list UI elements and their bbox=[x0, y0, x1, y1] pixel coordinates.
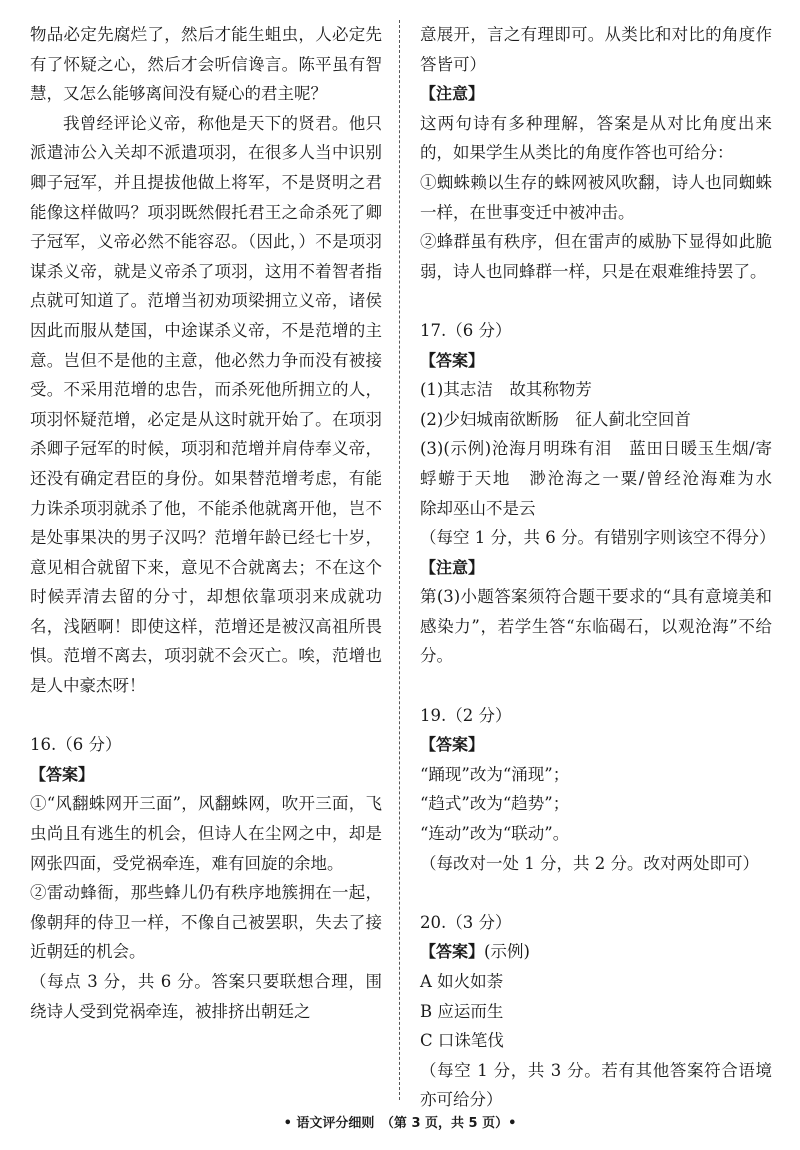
question-17-answer-tag: 【答案】 bbox=[420, 350, 485, 370]
question-16-point-1: ①“风翻蛛网开三面”，风翻蛛网，吹开三面，飞虫尚且有逃生的机会，但诗人在尘网之中，却是网张四面，受党祸牵连，难有回旋的余地。 bbox=[30, 794, 382, 873]
question-19-answer-tag: 【答案】 bbox=[420, 735, 485, 755]
question-16-alt-1: ①蜘蛛赖以生存的蛛网被风吹翻，诗人也同蜘蛛一样，在世事变迁中被冲击。 bbox=[420, 172, 772, 222]
translation-paragraph: 我曾经评论义帝，称他是天下的贤君。他只派遣沛公入关却不派遣项羽，在很多人当中识别卿子冠军，并且提拔他做上将军，不是贤明之君能像这样做吗？项羽既然假托君王之命杀死了卿子冠军，义帝必然不能容忍。（因此，）不是项羽谋杀义帝，就是义帝杀了项羽，这用不着智者指点就可知道了。范增当初劝项梁拥立义帝，诸侯因此而服从楚国，中途谋杀义帝，不是范增的主意。岂但不是他的主意，他必然力争而没有被接受。不采用范增的忠告，而杀死他所拥立的人，项羽怀疑范增，必定是从这时就开始了。在项羽杀卿子冠军的时候，项羽和范增并肩侍奉义帝，还没有确定君臣的身份。如果替范增考虑，有能力诛杀项羽就杀了他，不能杀他就离开他，岂不是处事果决的男子汉吗？范增年龄已经七十岁，意见相合就留下来，意见不合就离去；不在这个时候弄清去留的分寸，却想依靠项羽来成就功名，浅陋啊！即使这样，范增还是被汉高祖所畏惧。范增不离去，项羽就不会灭亡。唉，范增也是人中豪杰呀！ bbox=[30, 113, 382, 696]
question-20-answer-suffix: (示例) bbox=[484, 942, 530, 962]
column-divider bbox=[399, 20, 400, 1100]
question-16-note: （每点 3 分，共 6 分。答案只要联想合理，围绕诗人受到党祸牵连，被排挤出朝廷之 bbox=[30, 972, 382, 1021]
question-20-answer-c: C 口诛笔伐 bbox=[420, 1031, 504, 1051]
translation-continuation: 物品必定先腐烂了，然后才能生蛆虫，人必定先有了怀疑之心，然后才会听信谗言。陈平虽有智慧，又怎么能够离间没有疑心的君主呢？ bbox=[30, 25, 382, 104]
question-16-answer-tag: 【答案】 bbox=[30, 764, 95, 784]
question-20-scoring: （每空 1 分，共 3 分。若有其他答案符合语境亦可给分） bbox=[420, 1060, 772, 1110]
question-19-number: 19.（2 分） bbox=[420, 705, 512, 725]
question-20-answer-tag: 【答案】 bbox=[420, 942, 485, 962]
question-19-answer-2: “趋式”改为“趋势”； bbox=[420, 794, 570, 814]
question-17-attention-tag: 【注意】 bbox=[420, 557, 485, 577]
question-16-alt-2: ②蜂群虽有秩序，但在雷声的威胁下显得如此脆弱，诗人也同蜂群一样，只是在艰难维持罢了。 bbox=[420, 232, 772, 281]
question-20-answer-line bbox=[420, 937, 772, 967]
question-16-attention-text: 这两句诗有多种理解，答案是从对比角度出来的，如果学生从类比的角度作答也可给分： bbox=[420, 113, 772, 163]
question-16-number: 16.（6 分） bbox=[30, 735, 122, 755]
question-17-answer-1: (1)其志洁 故其称物芳 bbox=[420, 380, 592, 400]
question-17-answer-2: (2)少妇城南欲断肠 征人蓟北空回首 bbox=[420, 409, 691, 429]
question-16-point-2: ②雷动蜂衙，那些蜂儿仍有秩序地簇拥在一起，像朝拜的侍卫一样，不像自己被罢职，失去了接近朝廷的机会。 bbox=[30, 883, 382, 962]
question-20-answer-b: B 应运而生 bbox=[420, 1001, 504, 1021]
question-17-scoring: （每空 1 分，共 6 分。有错别字则该空不得分） bbox=[420, 528, 776, 548]
question-16-note-continuation: 意展开，言之有理即可。从类比和对比的角度作答皆可） bbox=[420, 25, 772, 74]
question-17-number: 17.（6 分） bbox=[420, 320, 512, 340]
question-19-answer-1: “踊现”改为“涌现”； bbox=[420, 764, 570, 784]
page-footer: • 语文评分细则 （第 3 页，共 5 页）• bbox=[283, 1116, 517, 1131]
question-17-answer-3: (3)(示例)沧海月明珠有泪 蓝田日暖玉生烟/寄蜉蝣于天地 渺沧海之一粟/曾经沧海难为水 除却巫山不是云 bbox=[420, 439, 789, 518]
question-20-number: 20.（3 分） bbox=[420, 912, 512, 932]
question-20-answer-a: A 如火如荼 bbox=[420, 972, 504, 991]
left-column bbox=[30, 20, 382, 1026]
question-19-answer-3: “连动”改为“联动”。 bbox=[420, 824, 570, 844]
question-16-attention-tag: 【注意】 bbox=[420, 84, 485, 104]
question-17-attention-text: 第(3)小题答案须符合题干要求的“具有意境美和感染力”，若学生答“东临碣石，以观沧海”不给分。 bbox=[420, 587, 772, 666]
right-column bbox=[420, 20, 789, 1115]
question-19-scoring: （每改对一处 1 分，共 2 分。改对两处即可） bbox=[420, 853, 759, 873]
